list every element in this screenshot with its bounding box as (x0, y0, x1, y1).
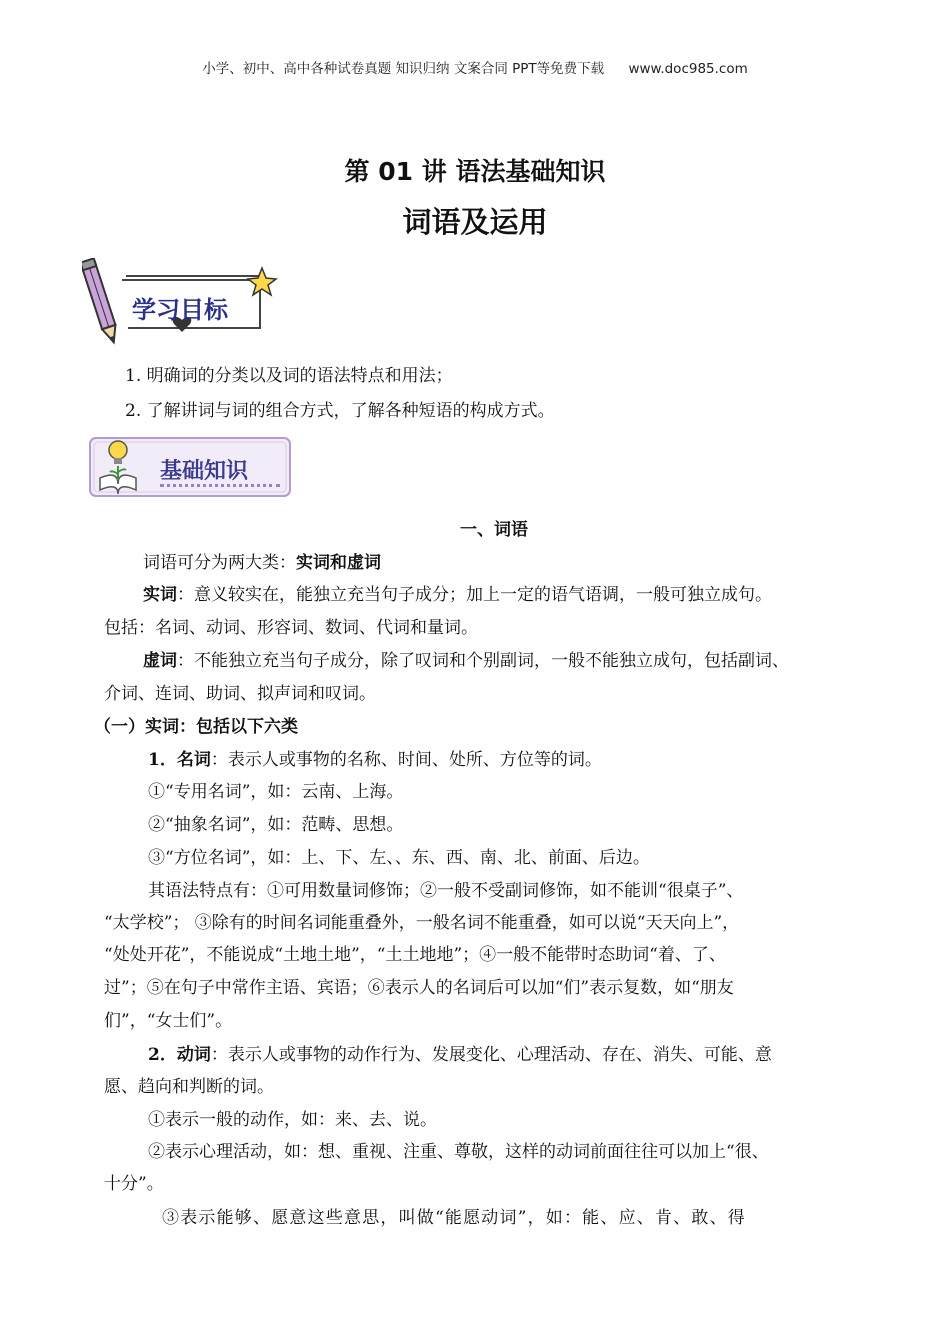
shici-text: ：意义较实在，能独立充当句子成分；加上一定的语气语调，一般可独立成句。 (177, 585, 772, 605)
basics-banner-label: 基础知识 (160, 459, 249, 484)
header-text: 小学、初中、高中各种试卷真题 知识归纳 文案合同 PPT等免费下载 (202, 61, 605, 77)
intro-text: 词语可分为两大类： (143, 553, 296, 573)
noun-feature-4: 过”；⑤在句子中常作主语、宾语；⑥表示人的名词后可以加“们”表示复数，如“朋友 (104, 978, 734, 998)
shici-label: 实词 (143, 585, 177, 605)
verb-line (148, 1040, 950, 1065)
subsection-heading: （一）实词：包括以下六类 (94, 717, 298, 737)
noun-item-3: ③“方位名词”，如：上、下、左、、东、西、南、北、前面、后边。 (148, 848, 650, 868)
noun-feature-3: “处处开花”，不能说成“土地土地”，“土土地地”；④一般不能带时态助词“着、了、 (104, 945, 726, 965)
section-heading: 一、词语 (460, 520, 528, 540)
page-header (0, 57, 950, 77)
basics-banner (88, 436, 293, 500)
verb-item-2: ②表示心理活动，如：想、重视、注重、尊敬，这样的动词前面往往可以加上“很、 (148, 1142, 769, 1162)
xuci-text: ：不能独立充当句子成分，除了叹词和个别副词，一般不能独立成句，包括副词、 (177, 651, 789, 671)
intro-bold: 实词和虚词 (296, 553, 381, 573)
goals-banner-label: 学习目标 (132, 296, 228, 324)
verb-item-3: ③表示能够、愿意这些意思，叫做“能愿动词”，如：能、应、肯、敢、得 (162, 1208, 746, 1228)
noun-text: ：表示人或事物的名称、时间、处所、方位等的词。 (210, 750, 602, 770)
header-url[interactable]: www.doc985.com (628, 61, 748, 77)
noun-feature-1: 其语法特点有：①可用数量词修饰；②一般不受副词修饰，如不能训“很桌子”、 (148, 881, 744, 901)
noun-feature-2: “太学校”； ③除有的时间名词能重叠外，一般名词不能重叠，如可以说“天天向上”， (104, 913, 740, 933)
noun-feature-5: 们”，“女士们”。 (104, 1011, 233, 1031)
goals-banner (82, 258, 282, 348)
verb-item-1: ①表示一般的动作，如：来、去、说。 (148, 1110, 437, 1130)
shici-line-2: 包括：名词、动词、形容词、数词、代词和量词。 (104, 618, 478, 638)
lecture-title: 第 01 讲 语法基础知识 (344, 157, 606, 186)
xuci-label: 虚词 (143, 651, 177, 671)
noun-item-1: ①“专用名词”，如：云南、上海。 (148, 782, 404, 802)
banner-dots (160, 484, 280, 487)
verb-item-2-cont: 十分”。 (104, 1174, 164, 1194)
xuci-line-2: 介词、连词、助词、拟声词和叹词。 (104, 684, 376, 704)
shici-line (143, 580, 950, 605)
verb-text: ：表示人或事物的动作行为、发展变化、心理活动、存在、消失、可能、意 (210, 1045, 772, 1065)
noun-line (148, 745, 950, 770)
goal-2: 2. 了解讲词与词的组合方式，了解各种短语的构成方式。 (125, 401, 555, 421)
lecture-subtitle: 词语及运用 (402, 205, 548, 239)
xuci-line (143, 646, 950, 671)
noun-label: 1．名词 (148, 750, 211, 770)
verb-line-2: 愿、趋向和判断的词。 (104, 1077, 274, 1097)
goal-1: 1. 明确词的分类以及词的语法特点和用法； (125, 366, 453, 386)
verb-label: 2．动词 (148, 1045, 211, 1065)
intro-line (143, 548, 950, 573)
noun-item-2: ②“抽象名词”，如：范畴、思想。 (148, 815, 404, 835)
